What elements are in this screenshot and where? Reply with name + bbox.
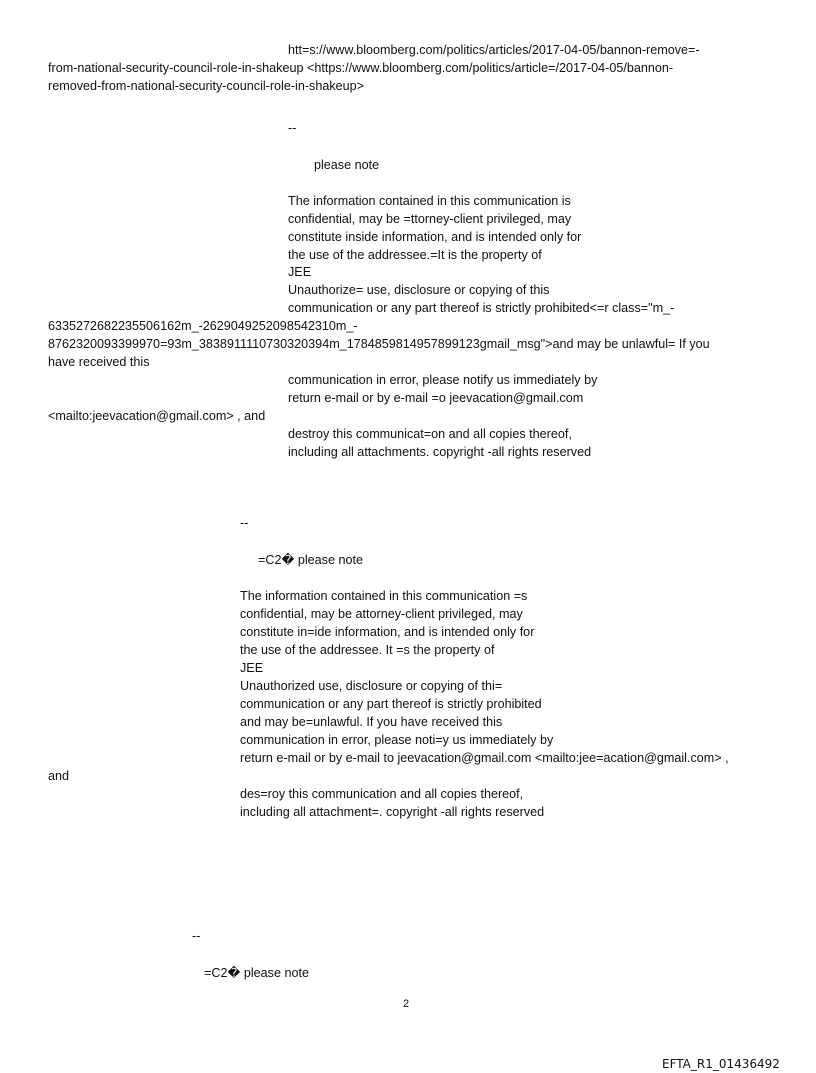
separator-dashes: -- [192, 929, 201, 943]
text-line: the use of the addressee. It =s the property of [240, 643, 495, 657]
text-line: communication or any part thereof is strictly prohibited<=r class="m_- [288, 301, 675, 315]
text-line: =C2� please note [258, 553, 363, 567]
text-line: The information contained in this communication is [288, 194, 571, 208]
text-line: <mailto:jeevacation@gmail.com> , and [48, 409, 266, 423]
separator-dashes: -- [288, 121, 297, 135]
text-line: and may be=unlawful. If you have received this [240, 715, 503, 729]
text-line: destroy this communicat=on and all copies thereof, [288, 427, 572, 441]
separator-dashes: -- [240, 516, 249, 530]
text-line: have received this [48, 355, 150, 369]
text-line: constitute in=ide information, and is intended only for [240, 625, 535, 639]
text-line: =C2� please note [204, 966, 309, 980]
text-line: the use of the addressee.=It is the property of [288, 248, 542, 262]
text-line: 6335272682235506162m_-2629049252098542310m_- [48, 319, 358, 333]
text-line: return e-mail or by e-mail =o jeevacation@gmail.com [288, 391, 584, 405]
text-line: please note [314, 158, 380, 172]
text-line: from-national-security-council-role-in-shakeup <https://www.bloomberg.com/politics/article=/2017-04-05/bannon- [48, 61, 674, 75]
text-line: communication or any part thereof is strictly prohibited [240, 697, 542, 711]
text-line: constitute inside information, and is intended only for [288, 230, 582, 244]
text-line: JEE [240, 661, 264, 675]
text-line: 8762320093399970=93m_3838911110730320394m_1784859814957899123gmail_msg">and may be unlawful= If you [48, 337, 710, 351]
text-line: communication in error, please noti=y us immediately by [240, 733, 554, 747]
page-number: 2 [403, 998, 410, 1010]
text-line: confidential, may be =ttorney-client privileged, may [288, 212, 572, 226]
text-line: including all attachments. copyright -all rights reserved [288, 445, 592, 459]
text-line: removed-from-national-security-council-role-in-shakeup> [48, 79, 365, 93]
text-line: including all attachment=. copyright -all rights reserved [240, 805, 545, 819]
text-line: htt=s://www.bloomberg.com/politics/articles/2017-04-05/bannon-remove=- [288, 43, 700, 57]
text-line: and [48, 769, 70, 783]
document-id: EFTA_R1_01436492 [662, 1057, 780, 1071]
text-line: Unauthorized use, disclosure or copying of thi= [240, 679, 503, 693]
text-line: Unauthorize= use, disclosure or copying of this [288, 283, 550, 297]
text-line: JEE [288, 265, 312, 279]
text-line: return e-mail or by e-mail to jeevacation@gmail.com <mailto:jee=acation@gmail.com> , [240, 751, 729, 765]
text-line: confidential, may be attorney-client privileged, may [240, 607, 523, 621]
text-line: communication in error, please notify us immediately by [288, 373, 598, 387]
text-line: des=roy this communication and all copies thereof, [240, 787, 524, 801]
text-line: The information contained in this communication =s [240, 589, 528, 603]
